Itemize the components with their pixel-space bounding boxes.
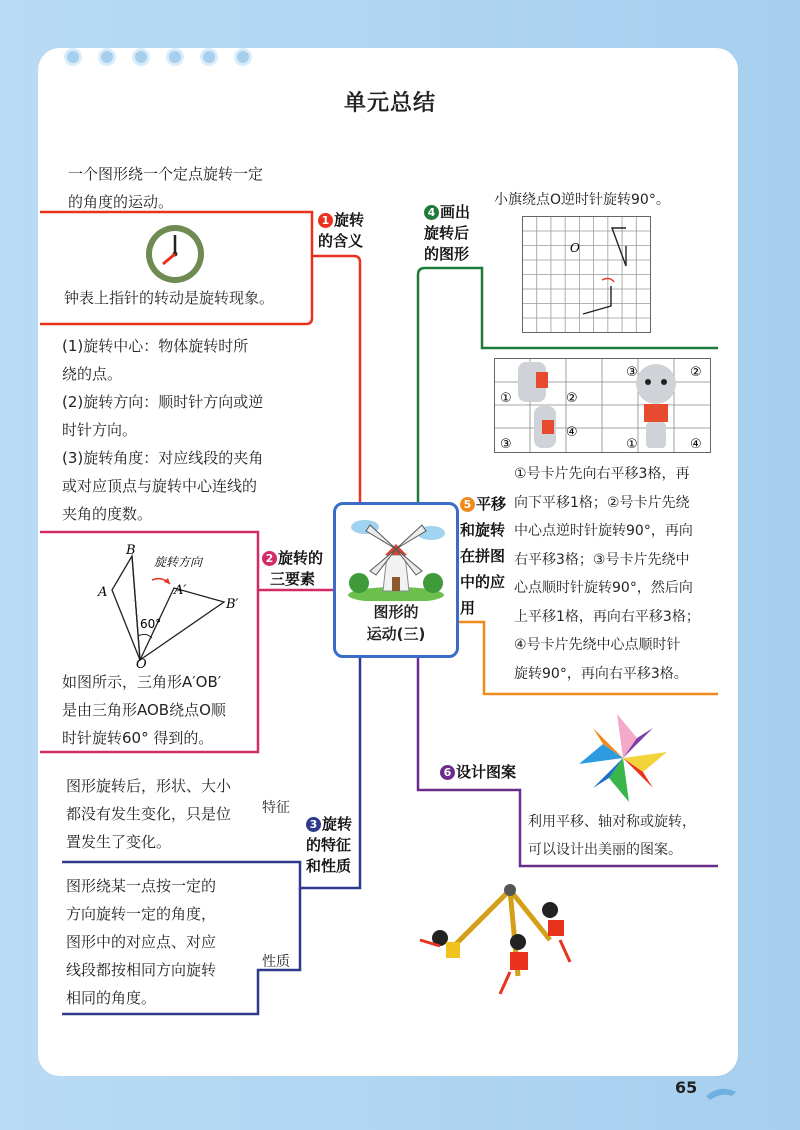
rotation-triangle-diagram (90, 540, 260, 670)
children-swing-illustration (410, 880, 590, 1010)
branch3-property: 图形绕某一点按一定的 方向旋转一定的角度， 图形中的对应点、对应 线段都按相同方向旋转 相同的角度。 (66, 877, 217, 1007)
svg-text:A: A (98, 585, 108, 600)
svg-text:O: O (136, 657, 147, 670)
svg-text:B′: B′ (226, 597, 239, 612)
center-title-line2: 运动(三) (366, 625, 426, 643)
svg-text:②: ② (690, 365, 702, 380)
page-number: 65 (675, 1078, 698, 1097)
branch1-label: 1 旋转 的含义 (318, 211, 365, 250)
svg-text:③: ③ (500, 437, 512, 452)
branch3-label: 3 旋转 的特征 和性质 (306, 815, 353, 875)
branch2-label: 2 旋转的 三要素 (262, 548, 323, 590)
branch3-feature: 图形旋转后，形状、大小 都没有发生变化，只是位 置发生了变化。 (66, 777, 232, 851)
pinwheel-icon (576, 708, 670, 808)
branch5-label: 5 平移 和旋转 在拼图 中的应 用 (460, 495, 507, 617)
svg-text:A′: A′ (174, 583, 187, 598)
branch5-text: ①号卡片先向右平移3格，再 向下平移1格；②号卡片先绕 中心点逆时针旋转90°，再向 右平移3格；③号卡片先绕中 心点顺时针旋转90°，然后向 上平移1格，再向右平移3格； ④号卡片先绕中心点顺时针 旋转90°，再向右平移3格。 (514, 466, 700, 682)
branch2-elements: (1)旋转中心：物体旋转时所 绕的点。 (2)旋转方向：顺时针方向或逆 时针方向。 (3)旋转角度：对应线段的夹角 或对应顶点与旋转中心连线的 夹角的度数。 (62, 337, 264, 523)
svg-text:①: ① (626, 437, 638, 452)
branch1-example: 钟表上指针的转动是旋转现象。 (64, 289, 275, 307)
branch3-property-tag: 性质 (262, 954, 290, 970)
svg-text:①: ① (500, 391, 512, 406)
branch2-note: 如图所示，三角形A′OB′ 是由三角形AOB绕点O顺 时针旋转60° 得到的。 (62, 673, 226, 747)
svg-text:②: ② (566, 391, 578, 406)
branch3-feature-tag: 特征 (262, 800, 290, 816)
center-title-line1: 图形的 (373, 603, 419, 621)
svg-text:④: ④ (690, 437, 702, 452)
svg-text:O: O (570, 241, 580, 255)
center-node (333, 502, 459, 658)
branch4-label: 4 画出 旋转后 的图形 (424, 203, 471, 263)
clock-icon (140, 220, 210, 286)
dolphin-icon (704, 1082, 740, 1104)
windmill-icon (339, 511, 453, 601)
branch1-definition: 一个图形绕一个定点旋转一定 的角度的运动。 (68, 165, 264, 211)
svg-text:③: ③ (626, 365, 638, 380)
branch4-caption: 小旗绕点O逆时针旋转90°。 (494, 192, 670, 208)
svg-text:④: ④ (566, 425, 578, 440)
branch6-label: 6 设计图案 (440, 762, 516, 783)
branch6-text: 利用平移、轴对称或旋转， 可以设计出美丽的图案。 (528, 814, 696, 858)
svg-text:B: B (126, 543, 136, 558)
svg-text:60°: 60° (140, 617, 162, 631)
rotation-grid (522, 216, 652, 336)
page-title: 单元总结 (343, 91, 436, 116)
puzzle-cards (494, 358, 712, 454)
svg-text:旋转方向: 旋转方向 (154, 555, 203, 569)
